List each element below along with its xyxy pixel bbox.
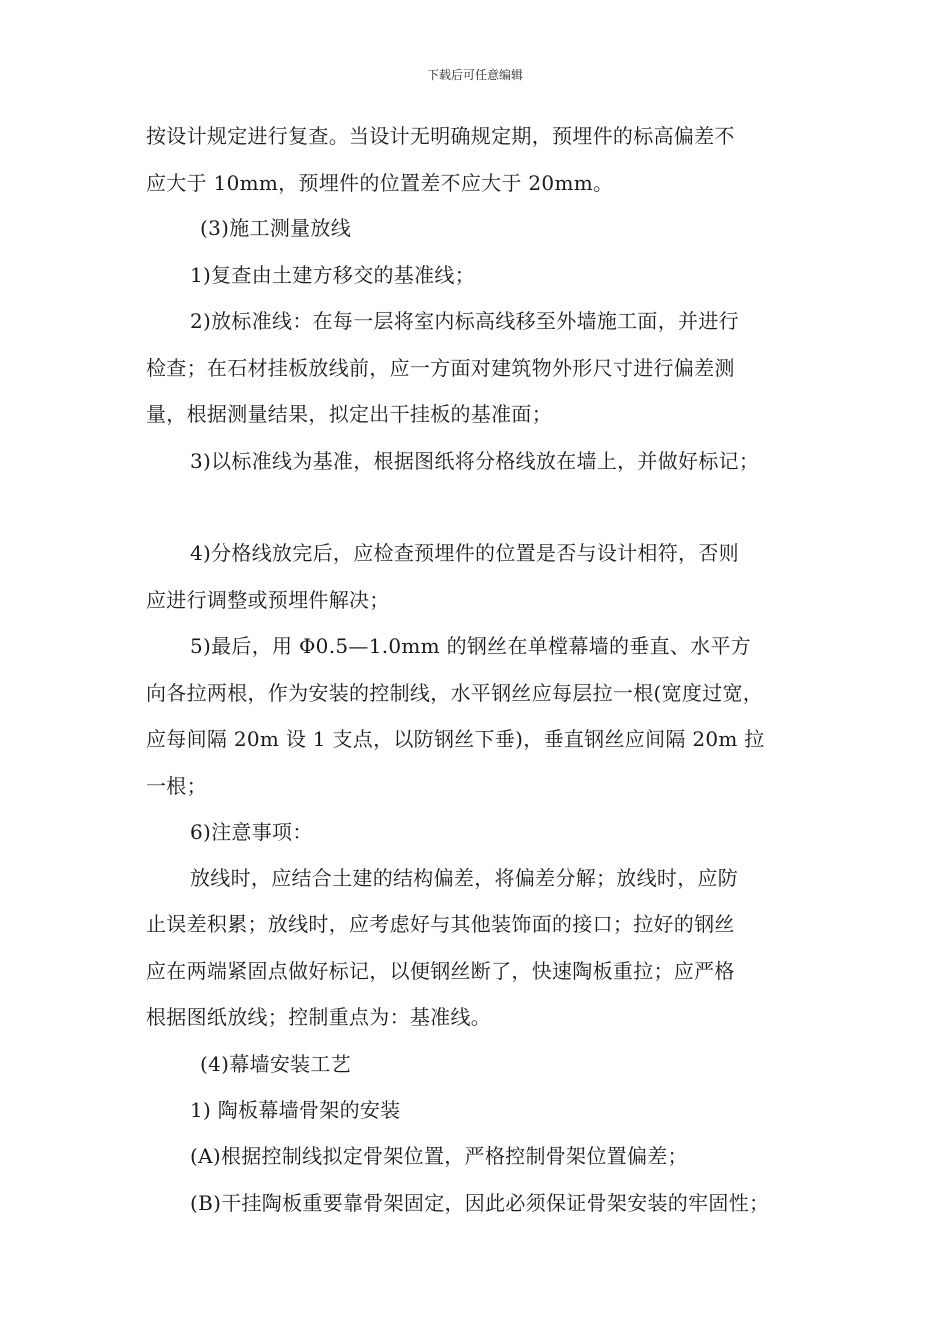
text-line: 量，根据测量结果，拟定出干挂板的基准面；	[146, 402, 552, 426]
text-line: 2)放标准线：在每一层将室内标高线移至外墙施工面，并进行	[190, 309, 739, 333]
page-header: 下载后可任意编辑	[426, 68, 523, 82]
text-line: (B)干挂陶板重要靠骨架固定，因此必须保证骨架安装的牢固性；	[190, 1191, 770, 1215]
text-line: 4)分格线放完后，应检查预埋件的位置是否与设计相符，否则	[190, 541, 739, 565]
text-line: 3)以标准线为基准，根据图纸将分格线放在墙上，并做好标记；	[190, 449, 760, 473]
text-line: 1)复查由土建方移交的基准线；	[190, 263, 476, 287]
text-line: 6)注意事项：	[190, 820, 313, 844]
section-heading: (3)施工测量放线	[200, 216, 352, 240]
text-line: 检查；在石材挂板放线前，应一方面对建筑物外形尺寸进行偏差测	[146, 356, 735, 380]
text-line: 按设计规定进行复查。当设计无明确规定期，预埋件的标高偏差不	[146, 124, 735, 148]
text-line: 应在两端紧固点做好标记，以便钢丝断了，快速陶板重拉；应严格	[146, 959, 735, 983]
text-line: 放线时，应结合土建的结构偏差，将偏差分解；放线时，应防	[190, 866, 739, 890]
text-line: 一根；	[146, 774, 207, 798]
text-line: 根据图纸放线；控制重点为：基准线。	[146, 1005, 492, 1029]
text-line: 止误差积累；放线时，应考虑好与其他装饰面的接口；拉好的钢丝	[146, 912, 735, 936]
text-line: 1) 陶板幕墙骨架的安装	[190, 1098, 401, 1122]
section-heading: (4)幕墙安装工艺	[200, 1052, 352, 1076]
text-line: 5)最后，用 Φ0.5—1.0mm 的钢丝在单樘幕墙的垂直、水平方	[190, 634, 752, 658]
text-line: 应进行调整或预埋件解决；	[146, 588, 390, 612]
text-line: (A)根据控制线拟定骨架位置，严格控制骨架位置偏差；	[190, 1144, 688, 1168]
text-line: 向各拉两根，作为安装的控制线，水平钢丝应每层拉一根(宽度过宽，	[146, 681, 764, 705]
text-line: 应每间隔 20m 设 1 支点，以防钢丝下垂)，垂直钢丝应间隔 20m 拉	[146, 727, 765, 751]
text-line: 应大于 10mm，预埋件的位置差不应大于 20mm。	[146, 171, 614, 195]
